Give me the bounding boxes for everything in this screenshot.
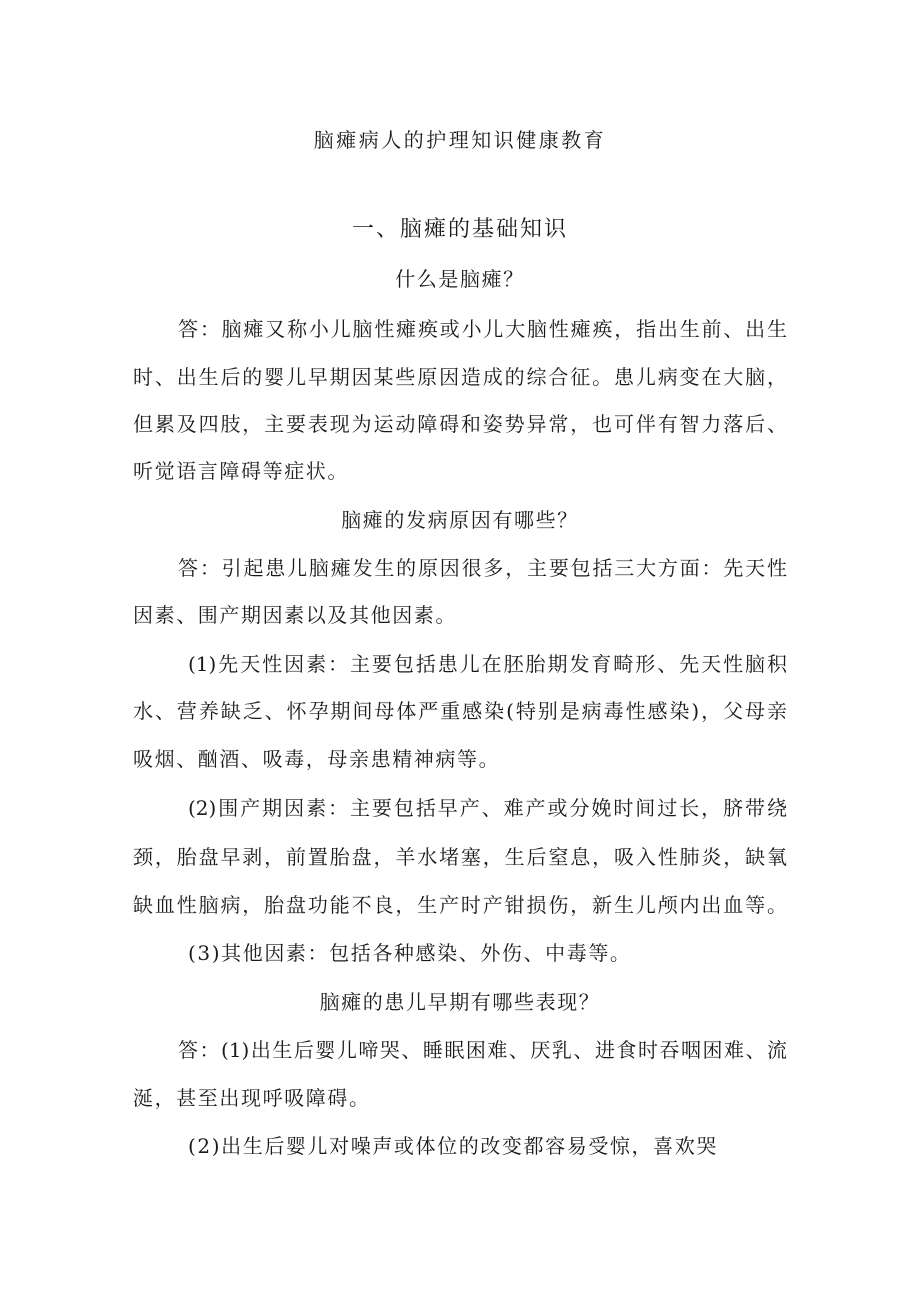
list-item-line: (2)围产期因素：主要包括早产、难产或分娩时间过长，脐带绕 (188, 796, 787, 820)
list-item-line: 涎，甚至出现呼吸障碍。 (133, 1086, 371, 1110)
list-item-line: 答：(1)出生后婴儿啼哭、睡眠困难、厌乳、进食时吞咽困难、流 (178, 1038, 787, 1062)
list-item-line: (2)出生后婴儿对噪声或体位的改变都容易受惊，喜欢哭 (188, 1134, 718, 1158)
document-title: 脑瘫病人的护理知识健康教育 (313, 128, 607, 152)
list-item-line: (3)其他因素：包括各种感染、外伤、中毒等。 (188, 941, 632, 965)
paragraph-line: 听觉语言障碍等症状。 (133, 459, 349, 483)
paragraph-line: 答：脑瘫又称小儿脑性瘫痪或小儿大脑性瘫痪，指出生前、出生 (178, 317, 787, 341)
list-item-line: 吸烟、酗酒、吸毒，母亲患精神病等。 (133, 747, 501, 771)
paragraph-line: 时、出生后的婴儿早期因某些原因造成的综合征。患儿病变在大脑， (133, 365, 787, 389)
question-heading: 什么是脑瘫？ (395, 267, 525, 291)
question-heading: 脑瘫的发病原因有哪些？ (341, 508, 579, 532)
list-item-line: (1)先天性因素：主要包括患儿在胚胎期发育畸形、先天性脑积 (188, 652, 787, 676)
section-heading: 一、脑瘫的基础知识 (351, 217, 568, 242)
list-item-line: 颈，胎盘早剥，前置胎盘，羊水堵塞，生后窒息，吸入性肺炎，缺氧 (133, 845, 787, 869)
question-heading: 脑瘫的患儿早期有哪些表现？ (319, 990, 601, 1014)
list-item-line: 水、营养缺乏、怀孕期间母体严重感染(特别是病毒性感染)，父母亲 (133, 699, 787, 723)
paragraph-line: 但累及四肢，主要表现为运动障碍和姿势异常，也可伴有智力落后、 (133, 412, 787, 436)
list-item-line: 缺血性脑病，胎盘功能不良，生产时产钳损伤，新生儿颅内出血等。 (133, 893, 787, 917)
paragraph-line: 因素、围产期因素以及其他因素。 (133, 603, 457, 627)
paragraph-line: 答：引起患儿脑瘫发生的原因很多，主要包括三大方面：先天性 (178, 556, 787, 580)
